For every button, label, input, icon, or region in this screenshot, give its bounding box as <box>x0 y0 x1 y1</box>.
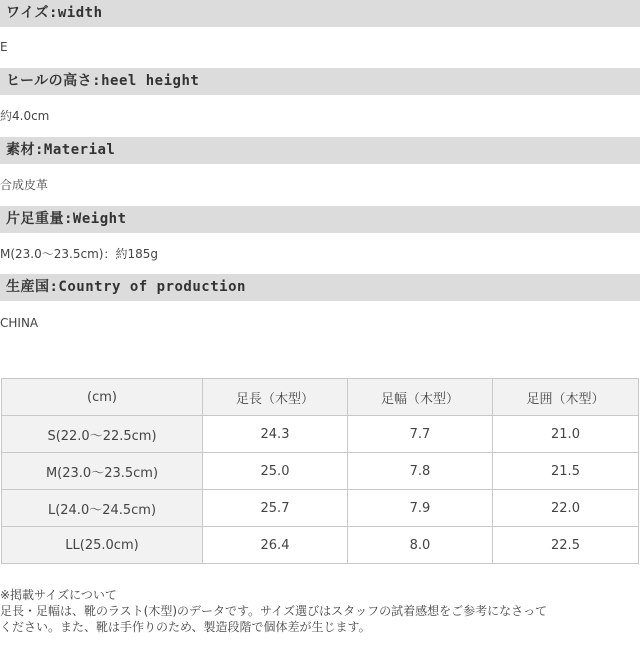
heel-height-value: 約4.0cm <box>0 109 50 123</box>
header-foot-width: 足幅（木型） <box>348 379 493 416</box>
foot-length-cell: 25.7 <box>203 490 348 527</box>
foot-girth-cell: 21.5 <box>493 453 639 490</box>
country-value: CHINA <box>0 316 39 330</box>
weight-value: M(23.0〜23.5cm)：約185g <box>0 247 158 261</box>
size-note <box>0 587 640 635</box>
header-foot-girth: 足囲（木型） <box>493 379 639 416</box>
table-row <box>2 527 639 564</box>
size-note-line: ください。また、靴は手作りのため、製造段階で個体差が生じます。 <box>0 620 371 634</box>
header-foot-length: 足長（木型） <box>203 379 348 416</box>
weight-heading: 片足重量:Weight <box>0 206 640 233</box>
table-row <box>2 416 639 453</box>
foot-width-cell: 7.9 <box>348 490 493 527</box>
size-label: LL(25.0cm) <box>2 527 203 564</box>
table-header-row <box>2 379 639 416</box>
foot-length-cell: 26.4 <box>203 527 348 564</box>
width-value: E <box>0 40 8 54</box>
foot-length-cell: 25.0 <box>203 453 348 490</box>
foot-width-cell: 7.8 <box>348 453 493 490</box>
material-value: 合成皮革 <box>0 178 49 192</box>
foot-girth-cell: 22.0 <box>493 490 639 527</box>
header-unit: (cm) <box>2 379 203 416</box>
size-note-title: ※掲載サイズについて <box>0 588 117 602</box>
foot-width-cell: 8.0 <box>348 527 493 564</box>
table-row <box>2 490 639 527</box>
width-heading: ワイズ:width <box>0 0 640 27</box>
size-table <box>1 378 639 564</box>
material-heading: 素材:Material <box>0 137 640 164</box>
heel-height-heading: ヒールの高さ:heel height <box>0 68 640 95</box>
foot-width-cell: 7.7 <box>348 416 493 453</box>
foot-girth-cell: 22.5 <box>493 527 639 564</box>
foot-length-cell: 24.3 <box>203 416 348 453</box>
size-label: S(22.0〜22.5cm) <box>2 416 203 453</box>
size-label: L(24.0〜24.5cm) <box>2 490 203 527</box>
table-row <box>2 453 639 490</box>
size-note-line: 足長・足幅は、靴のラスト(木型)のデータです。サイズ選びはスタッフの試着感想をご参考になさって <box>0 604 548 618</box>
country-heading: 生産国:Country of production <box>0 274 640 301</box>
foot-girth-cell: 21.0 <box>493 416 639 453</box>
size-label: M(23.0〜23.5cm) <box>2 453 203 490</box>
